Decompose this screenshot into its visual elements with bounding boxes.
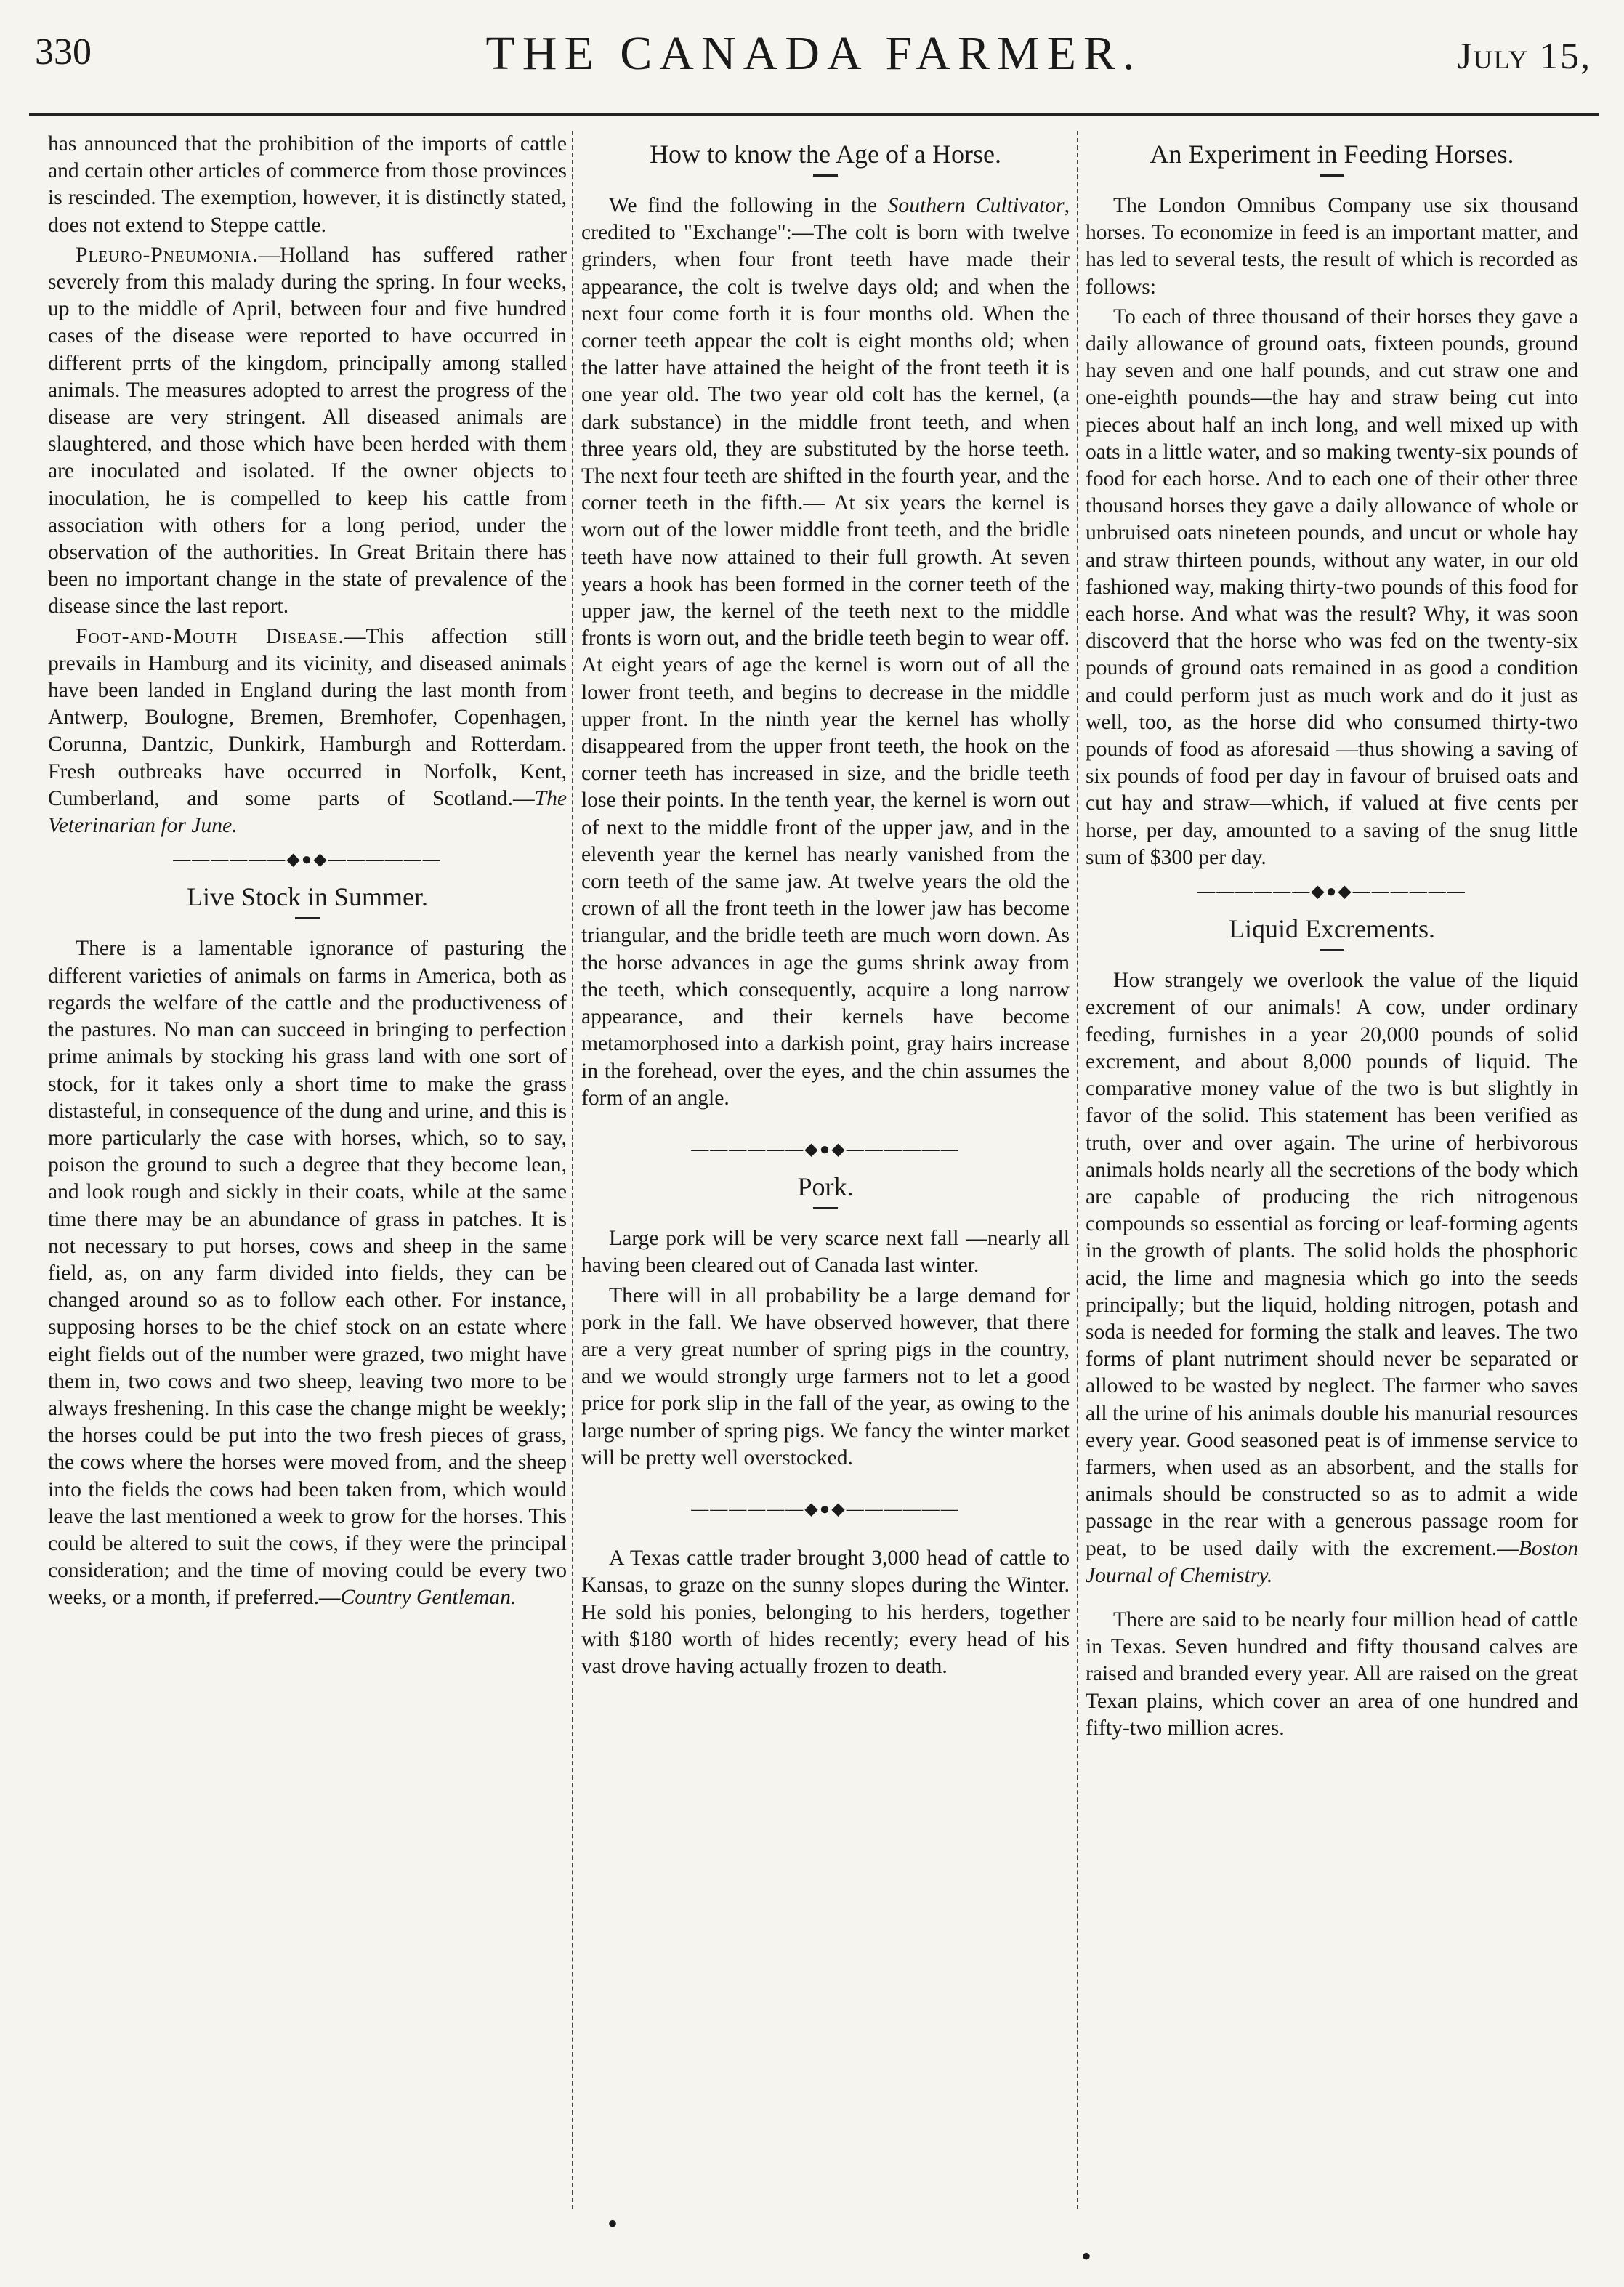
- liquid-excrements-body: How strangely we overlook the value of the liquid excrement of our animals! A cow, under ordinary feeding, furnishes in a year 20,000 pounds of solid excrement, and about 8,000 pounds of liquid. The comparative money value of the two is but slightly in favor of the solid. This statement has been verified as truth, over and over again. The urine of herbivorous animals holds nearly all the secretions of the body which are capable of producing the rich nitrogenous compounds so essential as forcing or leaf-forming agents in the growth of plants. The solid holds the phosphoric acid, the lime and magnesia which go into the seeds principally; but the liquid, holding nitrogen, potash and soda is needed for forming the stalk and leaves. The two forms of plant nutriment should never be separated or allowed to be wasted by neglect. The farmer who saves all the urine of his animals double his manurial resources every year. Good seasoned peat is of immense service to farmers, when used as an absorbent, and the stalls for animals should be constructed so as to admit a wide passage in the rear with a generous passage room for peat, to be used daily with the excrement.—: [1086, 969, 1578, 1560]
- section-ornament: ——————◆●◆——————: [173, 850, 442, 870]
- column-1: [48, 131, 567, 1615]
- foot-and-mouth-lead: Foot-and-Mouth Disease.: [76, 624, 344, 648]
- southern-cultivator-title: Southern Cultivator: [887, 194, 1065, 217]
- heading-rule: [1320, 174, 1344, 177]
- heading-rule: [295, 917, 320, 919]
- horse-age-heading: How to know the Age of a Horse.: [650, 140, 1001, 169]
- print-speck: •: [607, 2207, 618, 2240]
- pork-paragraph-2: There will in all probability be a large demand for pork in the fall. We have observed however, that there are a very great number of spring pigs in the country, and we would strongly urge farmers not to let a good price for pork slip in the fall of the year, as owing to the large number of spring pigs. We fancy the winter market will be pretty well overstocked.: [581, 1283, 1070, 1469]
- masthead: [29, 26, 1599, 121]
- feeding-paragraph-2: To each of three thousand of their horses they gave a daily allowance of ground oats, fixteen pounds, ground hay seven and one half pounds, and cut straw one and one-eighth pounds—the hay and straw being cut into pieces about half an inch long, and well mixed up with oats in a little water, and so making twenty-six pounds of food for each horse. And to each one of their other three thousand horses they gave a daily allowance of whole or unbruised oats nineteen pounds, and uncut or whole hay and straw thirteen pounds, without any water, in our old fashioned way, making thirty-two pounds of this food for each horse. And what was the result? Why, it was soon discoverd that the horse who was fed on the twenty-six pounds of ground oats remained in as good a condition and could perform just as much work and do it just as well, too, as the horse did who consumed thirty-two pounds of food as aforesaid —thus showing a saving of six pounds of food per day in favour of bruised oats and cut hay and straw—which, if valued at five cents per horse, per day, amounted to a saving of the snug little sum of $300 per day.: [1086, 304, 1578, 869]
- page-number: 330: [35, 31, 92, 73]
- live-stock-paragraph: [48, 935, 567, 1611]
- section-ornament: ——————◆●◆——————: [691, 1140, 960, 1159]
- heading-rule: [813, 174, 838, 177]
- print-speck: •: [1081, 2240, 1092, 2272]
- veterinarian-source: The Veterinarian for June.: [48, 786, 567, 838]
- horse-age-intro: We find the following in the: [609, 194, 888, 217]
- live-stock-body: There is a lamentable ignorance of pasturing the different varieties of animals on farms in America, both as regards the welfare of the cattle and the productiveness of the pastures. No man can succeed in bringing to perfection prime animals by stocking his grass land with one sort of stock, for it takes only a short time to make the grass distasteful, in consequence of the dung and urine, and this is more particularly the case with horses, which, so to say, poison the ground to such a degree that they become lean, and look rough and sickly in their coats, while at the same time there may be an abundance of grass in patches. It is not necessary to put horses, cows and sheep in the same field, as, on any farm divided into fields, they can be changed around so as to follow each other. For instance, supposing horses to be the chief stock on an estate where eight fields out of the number were grazed, two might have them in, two cows and two sheep, leaving two more to be always freshening. In this case the change might be weekly; the horses could be put into the two fresh pieces of grass, the cows where the horses were moved from, and the sheep into the fields the cows had been taken from, which would leave the last mentioned a week to grow for the horses. This could be altered to suit the cows, if they were the principal consideration; and the time of moving could be every two weeks, or a month, if preferred.—: [48, 937, 567, 1610]
- pork-paragraph-1: Large pork will be very scarce next fall —nearly all having been cleared out of Canada last winter.: [581, 1227, 1070, 1278]
- newspaper-title: THE CANADA FARMER.: [485, 27, 1142, 80]
- masthead-rule: [29, 113, 1599, 116]
- pleuro-pneumonia-body: —Holland has suffered rather severely from this malady during the spring. In four weeks, up to the middle of April, between four and five hundred cases of the disease were reported to have occurred in different prrts of the kingdom, principally among stalled animals. The measures adopted to arrest the progress of the disease are very stringent. All diseased animals are slaughtered, and those which have been herded with them are inoculated and isolated. If the owner objects to inoculation, he is compelled to keep his cattle from association with others for a long period, under the observation of the authorities. In Great Britain there has been no important change in the state of prevalence of the disease since the last report.: [48, 243, 567, 618]
- horse-age-body: , credited to "Exchange":—The colt is born with twelve grinders, when four front teeth have made their appearance, the colt is twelve days old; and when the next four come forth it is four months old. When the corner teeth appear the colt is eight months old; when the latter have attained the height of the front teeth it is one year old. The two year old colt has the kernel, (a dark substance) in the middle front teeth, and when three years old, they are substituted by the horse teeth. The next four teeth are shifted in the fourth year, and the corner teeth in the fifth.— At six years the kernel is worn out of the lower middle front teeth, and the bridle teeth have now attained to their full growth. At seven years a hook has been formed in the corner teeth of the upper jaw, the kernel of the teeth next to the middle fronts is worn out, and the bridle teeth begin to wear off. At eight years of age the kernel is worn out of all the lower front teeth, and begins to decrease in the middle upper front. In the ninth year the kernel has wholly disappeared from the upper front teeth, the hook on the corner teeth has increased in size, and the bridle teeth lose their points. In the tenth year, the kernel is worn out of next to the middle front of the upper jaw, and in the eleventh year the kernel has nearly vanished from the corn teeth of the same jaw. At twelve years the old the crown of all the front teeth in the lower jaw has become triangular, and the bridle teeth are much worn down. As the horse advances in age the gums shrink away from the teeth, which consequently, acquire a long narrow appearance, and their kernels have become metamorphosed into a darkish point, gray hairs increase in the forehead, over the eyes, and the chin assumes the form of an angle.: [581, 194, 1070, 1110]
- country-gentleman-source: Country Gentleman.: [340, 1586, 517, 1610]
- foot-and-mouth-body: —This affection still prevails in Hamburg and its vicinity, and diseased animals have been landed in England during the last month from Antwerp, Boulogne, Bremen, Bremhofer, Copenhagen, Corunna, Dantzic, Dunkirk, Hamburgh and Rotterdam. Fresh outbreaks have occurred in Norfolk, Kent, Cumberland, and some parts of Scotland.—: [48, 624, 567, 810]
- feeding-horses-heading: An Experiment in Feeding Horses.: [1150, 140, 1514, 169]
- heading-rule: [813, 1207, 838, 1209]
- column-2: [581, 131, 1070, 1683]
- heading-rule: [1320, 949, 1344, 951]
- texas-cattle-paragraph: A Texas cattle trader brought 3,000 head of cattle to Kansas, to graze on the sunny slopes during the Winter. He sold his ponies, belonging to his herders, together with $180 worth of hides recently; every head of his vast drove having actually frozen to death.: [581, 1546, 1070, 1678]
- pleuro-pneumonia-paragraph: [48, 242, 567, 621]
- foot-and-mouth-paragraph: [48, 624, 567, 840]
- issue-date: July 15,: [1457, 36, 1591, 77]
- column-3: [1086, 131, 1578, 1745]
- pleuro-pneumonia-lead: Pleuro-Pneumonia.: [76, 243, 259, 267]
- live-stock-heading: Live Stock in Summer.: [187, 882, 428, 912]
- column-divider-2: [1077, 131, 1078, 2209]
- feeding-paragraph-1: The London Omnibus Company use six thousand horses. To economize in feed is an important matter, and has led to several tests, the result of which is recorded as follows:: [1086, 194, 1578, 299]
- section-ornament: ——————◆●◆——————: [691, 1499, 960, 1519]
- pork-heading: Pork.: [797, 1172, 854, 1202]
- horse-age-paragraph: [581, 193, 1070, 1112]
- news-paragraph: has announced that the prohibition of the imports of cattle and certain other articles of commerce from those provinces is rescinded. The exemption, however, it is distinctly stated, does not extend to Steppe cattle.: [48, 132, 567, 237]
- column-divider-1: [572, 131, 573, 2209]
- texas-cattle-count-paragraph: There are said to be nearly four million head of cattle in Texas. Seven hundred and fifty thousand calves are raised and branded every year. All are raised on the great Texan plains, which cover an area of one hundred and fifty-two million acres.: [1086, 1608, 1578, 1740]
- section-ornament: ——————◆●◆——————: [1197, 882, 1466, 902]
- liquid-excrements-heading: Liquid Excrements.: [1229, 914, 1435, 944]
- liquid-excrements-paragraph: [1086, 967, 1578, 1589]
- boston-journal-source: Boston Journal of Chemistry.: [1086, 1536, 1578, 1587]
